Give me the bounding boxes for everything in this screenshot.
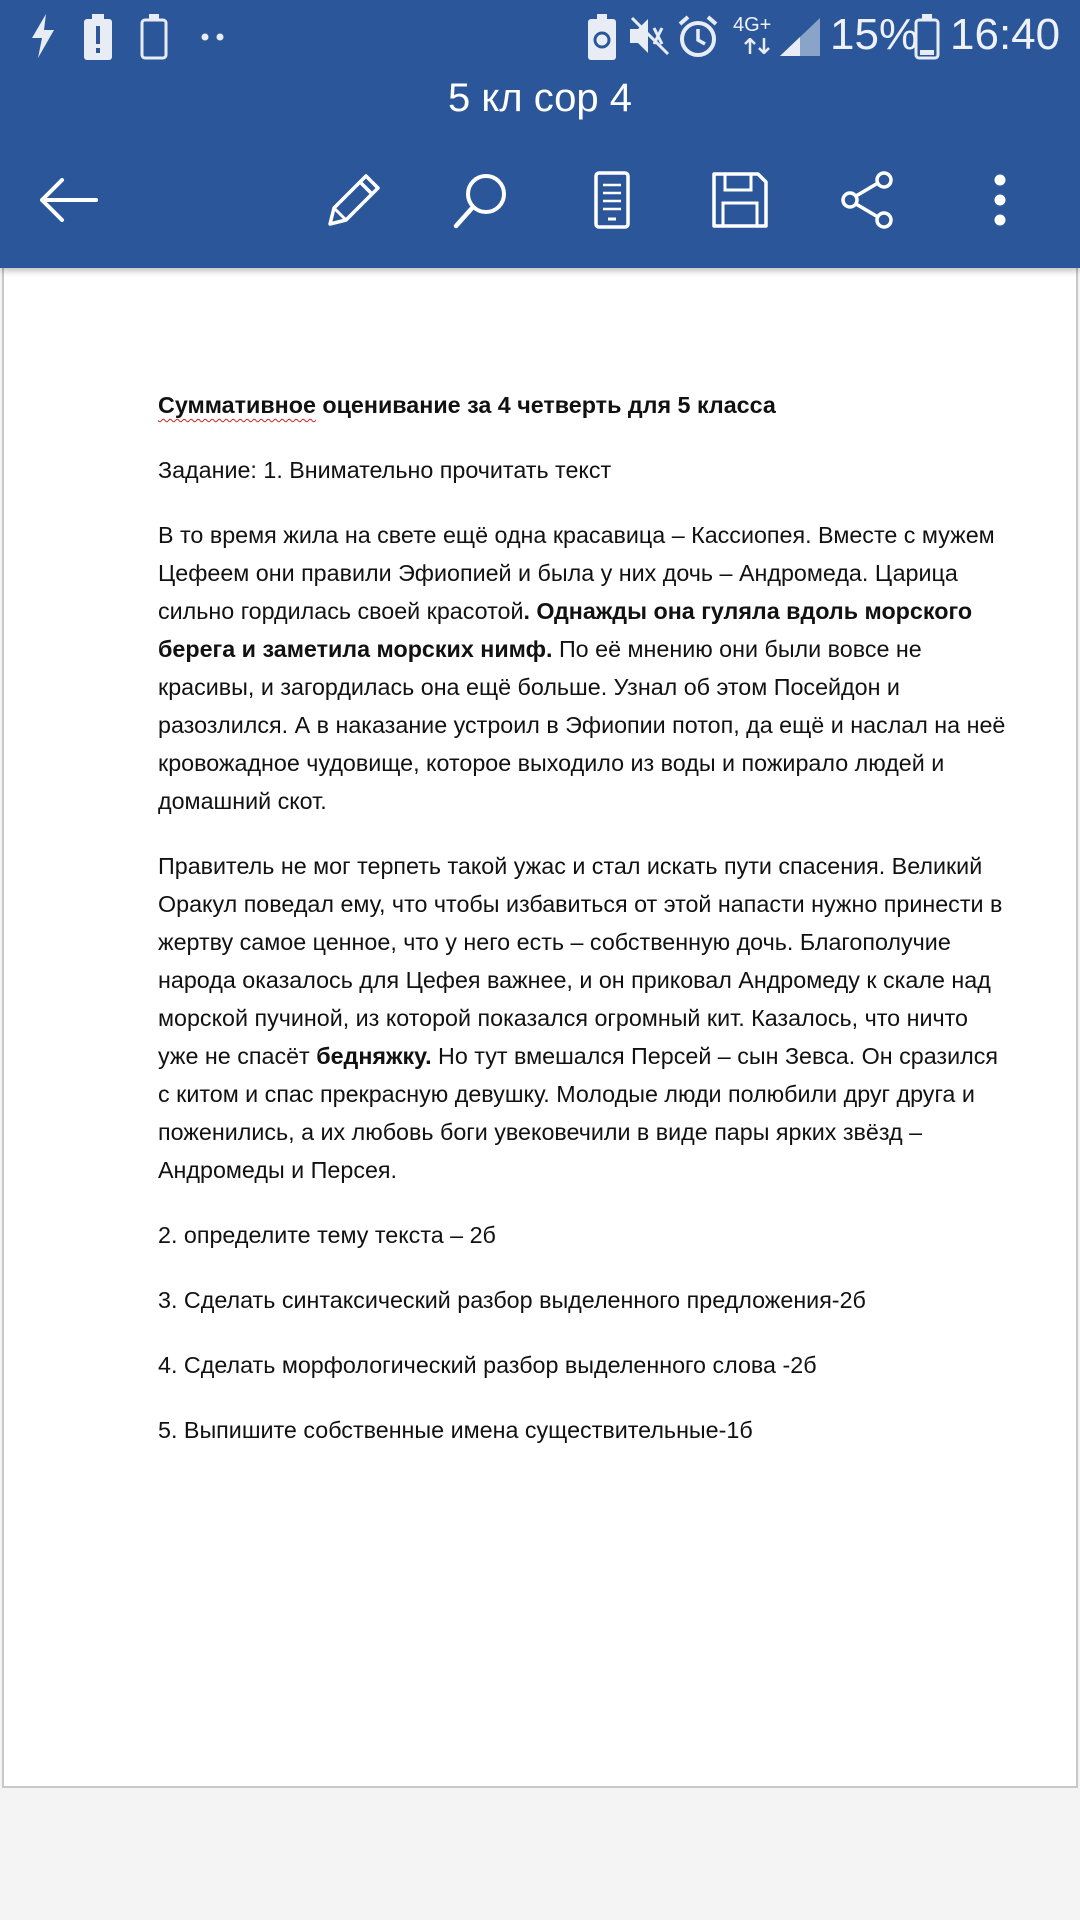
task-item: 3. Сделать синтаксический разбор выделенного предложения-2б: [158, 1287, 866, 1313]
task-line: Задание: 1. Внимательно прочитать текст: [158, 457, 612, 483]
document-content[interactable]: [158, 386, 1008, 1476]
battery-icon: [914, 14, 940, 60]
highlighted-word: бедняжку.: [316, 1043, 432, 1069]
document-heading: Суммативное оценивание за 4 четверть для 5 класса: [158, 392, 776, 418]
task-item: 4. Сделать морфологический разбор выделенного слова -2б: [158, 1352, 817, 1378]
pencil-icon: [324, 170, 384, 230]
status-bar: [0, 0, 1080, 78]
save-icon: [711, 171, 769, 229]
battery-saver-icon: [588, 14, 616, 60]
more-vertical-icon: [990, 172, 1010, 228]
more-options-button[interactable]: [964, 168, 1036, 232]
back-button[interactable]: [32, 168, 104, 232]
task-item: 5. Выпишите собственные имена существительные-1б: [158, 1417, 753, 1443]
spellcheck-word: Суммативное: [158, 392, 316, 418]
battery-percent: 15%: [830, 10, 919, 59]
app-header: [0, 0, 1080, 268]
battery-outline-icon: [140, 14, 168, 60]
task-item: 2. определите тему текста – 2б: [158, 1222, 496, 1248]
mute-icon: [628, 14, 672, 58]
back-arrow-icon: [38, 178, 98, 222]
document-page[interactable]: [2, 268, 1078, 1788]
search-icon: [452, 170, 512, 230]
clock: 16:40: [950, 10, 1061, 59]
battery-alert-icon: [84, 14, 112, 60]
lightning-icon: [30, 14, 56, 58]
network-type: 4G+: [733, 14, 772, 36]
signal-icon: [780, 18, 820, 56]
search-button[interactable]: [446, 168, 518, 232]
share-icon: [838, 170, 898, 230]
edit-button[interactable]: [318, 168, 390, 232]
mobile-view-icon: [590, 171, 634, 229]
more-notifications-icon: [200, 32, 226, 42]
share-button[interactable]: [832, 168, 904, 232]
alarm-icon: [676, 14, 720, 60]
document-title: 5 кл сор 4: [447, 76, 633, 120]
highlighted-sentence: . Однажды она гуляла вдоль морского берега и заметила морских нимф.: [158, 598, 973, 662]
paragraph-2: Правитель не мог терпеть такой ужас и стал искать пути спасения. Великий Оракул поведал ему, что чтобы избавиться от этой напасти нужно принести в жертву самое ценное, что у него есть – собственную дочь. Благополучие народа оказалось для Цефея важнее, и он приковал Андромеду к скале над морской пучиной, из которой показался огромный кит. Казалось, что ничто уже не спасёт бедняжку. Но тут вмешался Персей – сын Зевса. Он сразился с китом и спас прекрасную девушку. Молодые люди полюбили друг друга и поженились, а их любовь боги увековечили в виде пары ярких звёзд – Андромеды и Персея.: [158, 853, 1003, 1183]
mobile-view-button[interactable]: [576, 168, 648, 232]
paragraph-1: В то время жила на свете ещё одна красавица – Кассиопея. Вместе с мужем Цефеем они правили Эфиопией и была у них дочь – Андромеда. Царица сильно гордилась своей красотой. Однажды она гуляла вдоль морского берега и заметила морских нимф. По её мнению они были вовсе не красивы, и загордилась она ещё больше. Узнал об этом Посейдон и разозлился. А в наказание устроил в Эфиопии потоп, да ещё и наслал на неё кровожадное чудовище, которое выходило из воды и пожирало людей и домашний скот.: [158, 522, 1006, 814]
data-arrows-icon: [742, 38, 772, 54]
save-button[interactable]: [704, 168, 776, 232]
